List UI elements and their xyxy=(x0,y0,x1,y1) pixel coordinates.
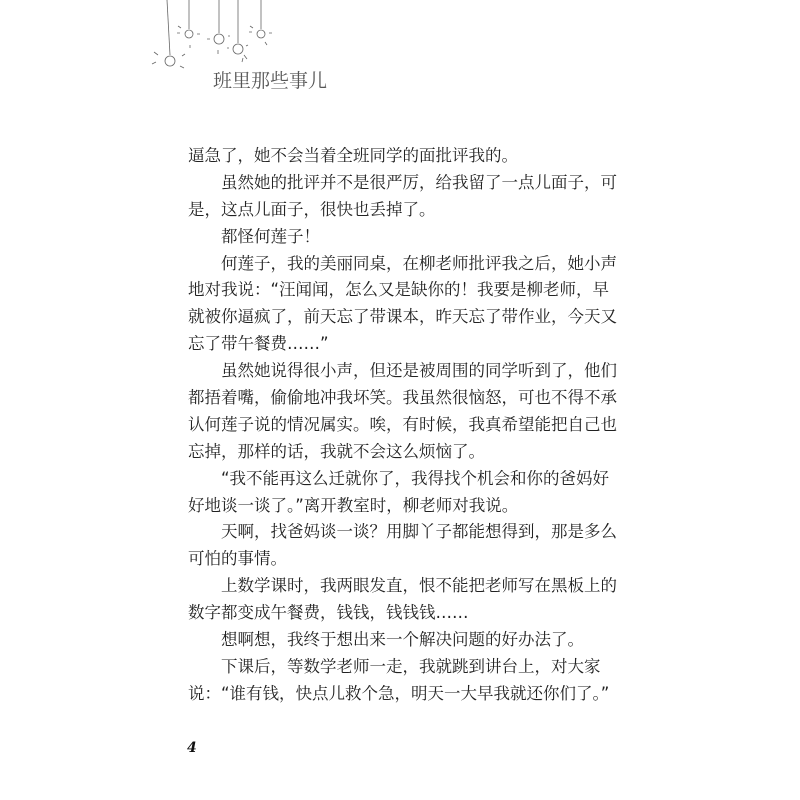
paragraph xyxy=(188,627,596,654)
lightbulb-icon xyxy=(207,0,230,54)
text-line: 都捂着嘴，偷偷地冲我坏笑。我虽然很恼怒，可也不得不承 xyxy=(188,388,617,408)
text-line: 地对我说：“汪闻闻，怎么又是缺你的！我要是柳老师，早 xyxy=(188,280,610,300)
paragraph xyxy=(188,143,596,170)
paragraph xyxy=(188,573,617,627)
text-line: 都怪何莲子！ xyxy=(221,226,320,246)
lightbulb-icon xyxy=(249,0,272,45)
paragraph xyxy=(188,170,617,224)
text-line: 是，这点儿面子，很快也丢掉了。 xyxy=(188,199,436,219)
body-text xyxy=(188,143,617,708)
text-line: 好地谈一谈了。”离开教室时，柳老师对我说。 xyxy=(188,495,519,515)
text-line: 忘了带午餐费……” xyxy=(188,334,329,354)
text-line: 忘掉，那样的话，我就不会这么烦恼了。 xyxy=(188,441,485,461)
text-line: 数字都变成午餐费，钱钱，钱钱钱…… xyxy=(188,603,469,623)
text-line: 天啊，找爸妈谈一谈？用脚丫子都能想得到，那是多么 xyxy=(221,522,617,542)
text-line: 认何莲子说的情况属实。唉，有时候，我真希望能把自己也 xyxy=(188,414,617,434)
text-line: 何莲子，我的美丽同桌，在柳老师批评我之后，她小声 xyxy=(221,253,617,273)
text-line: 就被你逼疯了，前天忘了带课本，昨天忘了带作业，今天又 xyxy=(188,307,617,327)
text-line: “我不能再这么迁就你了，我得找个机会和你的爸妈好 xyxy=(221,468,610,488)
text-line: 虽然她的批评并不是很严厉，给我留了一点儿面子，可 xyxy=(221,172,617,192)
running-title: 班里那些事儿 xyxy=(213,70,328,92)
lightbulb-icon xyxy=(177,0,200,48)
text-line: 说：“谁有钱，快点儿救个急，明天一大早我就还你们了。” xyxy=(188,683,610,703)
text-line: 上数学课时，我两眼发直，恨不能把老师写在黑板上的 xyxy=(221,576,617,596)
paragraph xyxy=(188,654,610,708)
page-number: 4 xyxy=(187,740,197,756)
paragraph xyxy=(188,251,617,359)
paragraph xyxy=(188,466,610,520)
text-line: 逼急了，她不会当着全班同学的面批评我的。 xyxy=(188,146,518,165)
text-line: 想啊想，我终于想出来一个解决问题的好办法了。 xyxy=(221,630,584,650)
text-line: 虽然她说得很小声，但还是被周围的同学听到了，他们 xyxy=(221,361,617,381)
paragraph xyxy=(188,224,596,251)
text-line: 可怕的事情。 xyxy=(188,549,287,569)
lightbulb-icon xyxy=(152,0,185,68)
paragraph xyxy=(188,519,617,573)
paragraph xyxy=(188,358,617,466)
lightbulb-icon xyxy=(227,0,248,62)
text-line: 下课后，等数学老师一走，我就跳到讲台上，对大家 xyxy=(221,656,601,676)
